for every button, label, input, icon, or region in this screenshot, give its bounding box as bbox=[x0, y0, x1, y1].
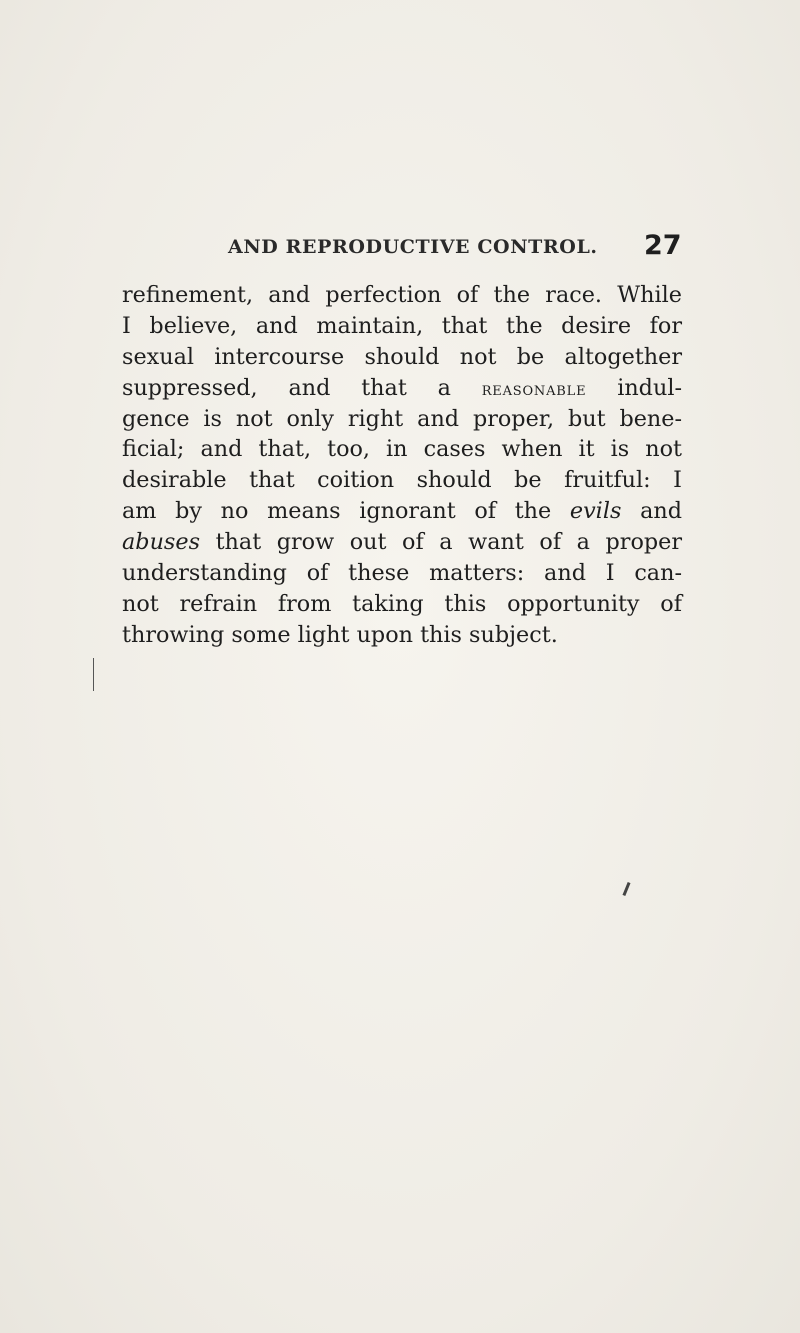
text-line-3: sexual intercourse should not be altogether bbox=[122, 343, 682, 370]
text-line-8-end: and bbox=[621, 498, 682, 525]
text-line-1: refinement, and perfection of the race. While bbox=[122, 282, 682, 308]
italic-abuses: abuses bbox=[122, 529, 201, 556]
text-line-5: gence is not only right and proper, but bene- bbox=[122, 405, 682, 432]
text-line-2: I believe, and maintain, that the desire for bbox=[122, 312, 682, 339]
italic-evils: evils bbox=[569, 498, 622, 525]
running-head bbox=[228, 232, 688, 264]
text-line-9 bbox=[122, 527, 682, 558]
ink-speck bbox=[622, 882, 630, 896]
running-title: AND REPRODUCTIVE CONTROL. bbox=[228, 236, 598, 258]
text-line-7: desirable that coition should be fruitful: I bbox=[122, 467, 682, 494]
text-line-6: ficial; and that, too, in cases when it is not bbox=[122, 436, 682, 463]
text-line-12: throwing some light upon this subject. bbox=[122, 621, 558, 648]
text-line-8 bbox=[122, 496, 682, 527]
margin-mark bbox=[93, 658, 94, 691]
text-line-11: not refrain from taking this opportunity of bbox=[122, 590, 682, 617]
text-line-4-end: indul- bbox=[586, 374, 682, 401]
text-line-4-start: suppressed, and that a bbox=[122, 374, 482, 401]
text-line-10: understanding of these matters: and I can- bbox=[122, 560, 682, 587]
small-caps-emphasis: reasonable bbox=[481, 376, 587, 400]
text-line-9-end: that grow out of a want of a proper bbox=[200, 529, 682, 556]
text-line-8-start: am by no means ignorant of the bbox=[122, 498, 570, 525]
body-paragraph bbox=[122, 280, 682, 651]
page-number: 27 bbox=[644, 230, 682, 261]
text-line-4 bbox=[122, 373, 682, 404]
